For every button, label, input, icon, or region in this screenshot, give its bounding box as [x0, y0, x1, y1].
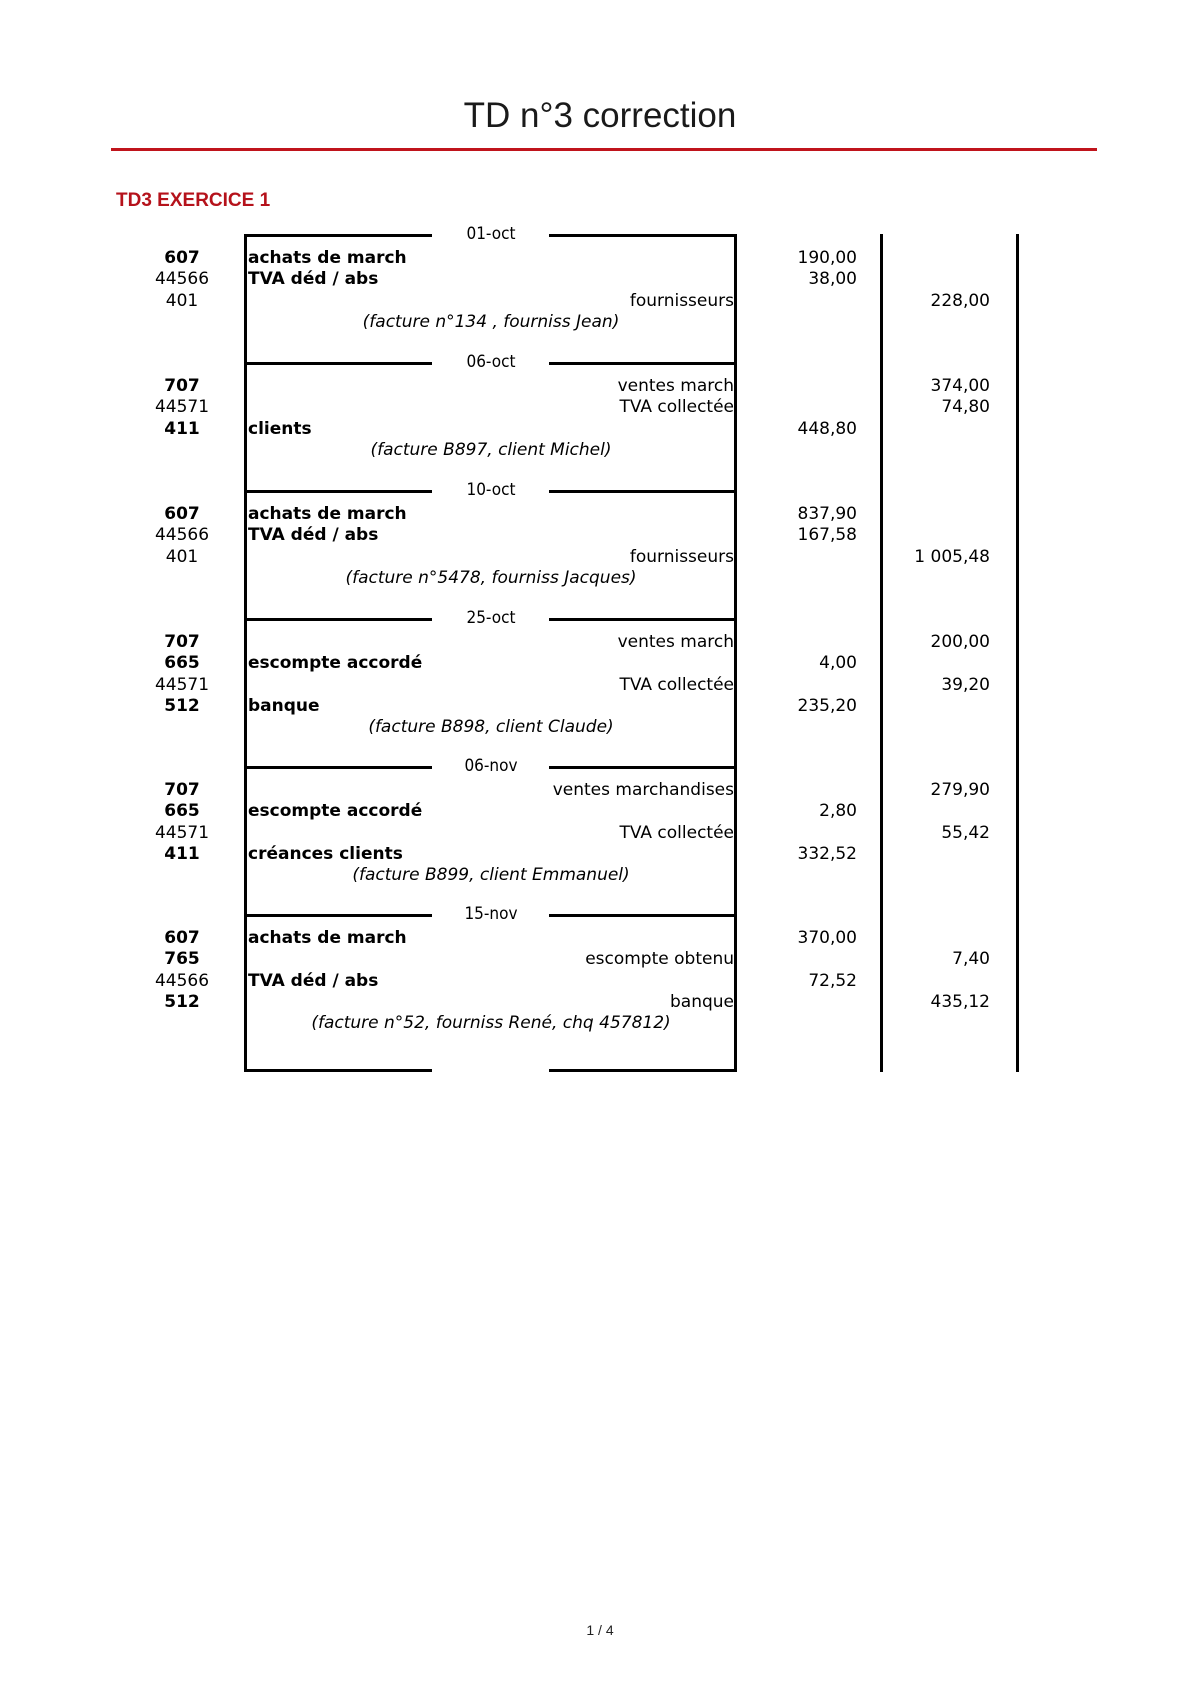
debit-amount: 370,00: [797, 928, 857, 948]
journal-closing-rule-left: [244, 1069, 432, 1072]
journal-line: [0, 780, 1200, 801]
journal-line: [0, 675, 1200, 696]
entry-separator-right: [549, 362, 737, 365]
entry-date: 01-oct: [466, 224, 516, 244]
credit-amount: 435,12: [930, 991, 990, 1012]
entry-description: (facture B899, client Emmanuel): [352, 865, 630, 886]
journal-line: [0, 696, 1200, 717]
account-label: fournisseurs: [629, 546, 734, 567]
account-label: achats de march: [248, 248, 407, 268]
account-number: 607: [164, 928, 200, 948]
entry-separator-right: [549, 234, 737, 237]
journal-line: [0, 971, 1200, 992]
journal-line: [0, 632, 1200, 653]
debit-amount: 38,00: [808, 269, 857, 290]
credit-amount: 1 005,48: [914, 546, 990, 567]
account-number: 44571: [154, 397, 210, 418]
journal-line: [0, 653, 1200, 674]
entry-separator-left: [244, 618, 432, 621]
entry-separator-left: [244, 362, 432, 365]
account-label: fournisseurs: [629, 290, 734, 311]
journal-line: [0, 376, 1200, 397]
account-number: 607: [164, 248, 200, 268]
debit-amount: 2,80: [819, 801, 857, 822]
entry-separator-right: [549, 618, 737, 621]
page-number: 1 / 4: [586, 1622, 614, 1638]
entry-description: (facture n°5478, fourniss Jacques): [345, 567, 637, 588]
account-label: ventes march: [617, 632, 734, 652]
credit-amount: 279,90: [930, 780, 990, 800]
account-number: 44566: [154, 970, 210, 991]
journal-line: [0, 269, 1200, 290]
account-number: 512: [164, 991, 200, 1012]
debit-amount: 448,80: [797, 418, 857, 439]
credit-amount: 228,00: [930, 290, 990, 311]
credit-amount: 200,00: [930, 632, 990, 652]
credit-amount: 7,40: [952, 949, 990, 970]
account-number: 411: [164, 418, 200, 439]
journal-line: [0, 949, 1200, 970]
journal-line: [0, 504, 1200, 525]
page-title: TD n°3 correction: [463, 96, 737, 135]
entry-separator-left: [244, 766, 432, 769]
account-label: escompte accordé: [248, 801, 423, 822]
account-number: 665: [164, 801, 200, 822]
account-label: banque: [248, 695, 320, 716]
credit-amount: 55,42: [941, 822, 990, 843]
account-number: 44571: [154, 674, 210, 695]
account-number: 411: [164, 843, 200, 864]
debit-amount: 837,90: [797, 504, 857, 524]
account-label: ventes march: [617, 376, 734, 396]
debit-amount: 332,52: [797, 843, 857, 864]
journal-line: [0, 823, 1200, 844]
account-number: 401: [165, 290, 199, 311]
account-label: achats de march: [248, 504, 407, 524]
credit-amount: 374,00: [930, 376, 990, 396]
entry-description: (facture B897, client Michel): [370, 439, 612, 460]
debit-amount: 190,00: [797, 248, 857, 268]
account-number: 512: [164, 695, 200, 716]
account-label: créances clients: [248, 843, 403, 864]
entry-date: 15-nov: [464, 904, 518, 924]
entry-separator-right: [549, 914, 737, 917]
account-label: TVA déd / abs: [248, 269, 379, 290]
account-number: 44571: [154, 822, 210, 843]
entry-separator-right: [549, 490, 737, 493]
entry-date: 25-oct: [466, 608, 516, 628]
account-label: escompte obtenu: [585, 949, 734, 970]
journal-line: [0, 248, 1200, 269]
entry-description: (facture n°52, fourniss René, chq 457812): [311, 1013, 671, 1034]
journal-line: [0, 525, 1200, 546]
account-number: 765: [164, 949, 200, 970]
entry-description: (facture n°134 , fourniss Jean): [362, 311, 620, 332]
journal-line: [0, 291, 1200, 312]
account-label: TVA collectée: [619, 822, 734, 843]
entry-separator-left: [244, 234, 432, 237]
entry-date: 10-oct: [466, 480, 516, 500]
entry-description: (facture B898, client Claude): [368, 717, 614, 738]
entry-separator-right: [549, 766, 737, 769]
account-number: 401: [165, 546, 199, 567]
section-heading: TD3 EXERCICE 1: [116, 190, 271, 211]
account-label: clients: [248, 418, 312, 439]
account-label: TVA collectée: [619, 397, 734, 418]
account-number: 707: [164, 376, 200, 396]
journal-line: [0, 547, 1200, 568]
account-label: escompte accordé: [248, 653, 423, 674]
entry-date: 06-nov: [464, 756, 518, 776]
journal-line: [0, 844, 1200, 865]
account-number: 665: [164, 653, 200, 674]
debit-amount: 167,58: [797, 525, 857, 546]
account-number: 607: [164, 504, 200, 524]
account-number: 44566: [154, 269, 210, 290]
account-label: banque: [669, 991, 734, 1012]
credit-amount: 39,20: [941, 674, 990, 695]
account-number: 707: [164, 780, 200, 800]
journal-line: [0, 397, 1200, 418]
journal-line: [0, 419, 1200, 440]
journal-closing-rule-right: [549, 1069, 737, 1072]
account-label: achats de march: [248, 928, 407, 948]
entry-separator-left: [244, 914, 432, 917]
debit-amount: 235,20: [797, 695, 857, 716]
account-label: TVA collectée: [619, 674, 734, 695]
account-label: ventes marchandises: [552, 780, 734, 800]
entry-date: 06-oct: [466, 352, 516, 372]
debit-amount: 72,52: [808, 970, 857, 991]
journal-line: [0, 928, 1200, 949]
account-number: 707: [164, 632, 200, 652]
credit-amount: 74,80: [941, 397, 990, 418]
debit-amount: 4,00: [819, 653, 857, 674]
account-label: TVA déd / abs: [248, 525, 379, 546]
account-label: TVA déd / abs: [248, 970, 379, 991]
account-number: 44566: [154, 525, 210, 546]
journal-line: [0, 801, 1200, 822]
entry-separator-left: [244, 490, 432, 493]
journal-line: [0, 992, 1200, 1013]
